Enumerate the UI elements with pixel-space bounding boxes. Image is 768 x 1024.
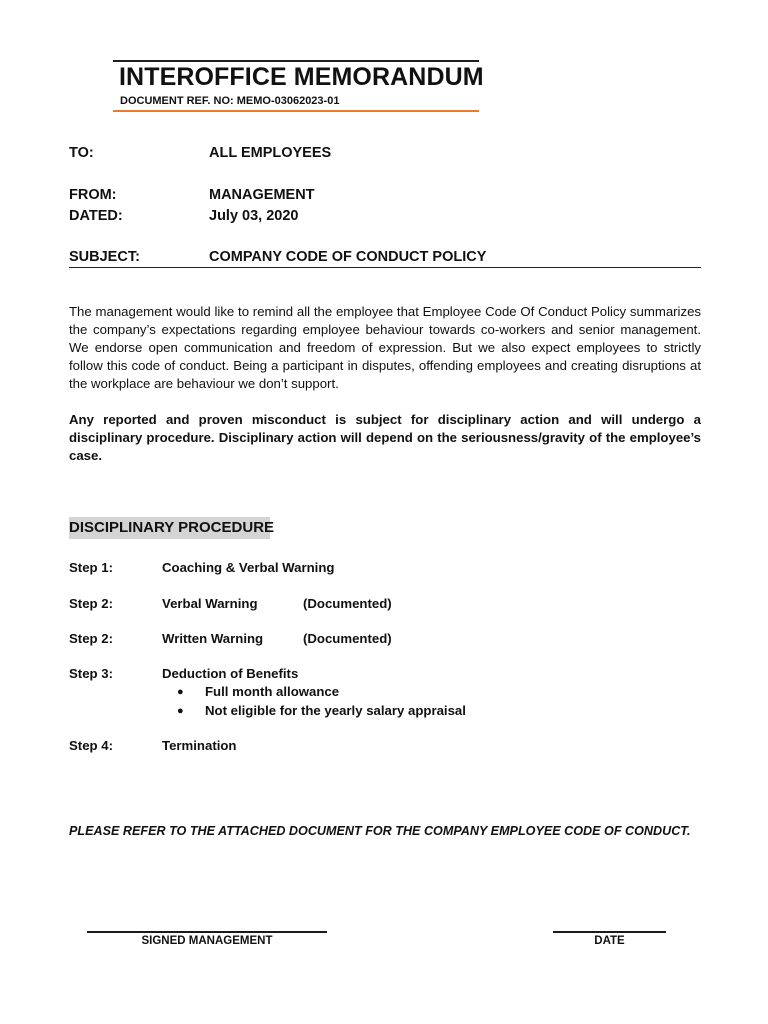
- date-line: [553, 931, 666, 933]
- step-label: Step 2:: [69, 596, 113, 611]
- document-ref: DOCUMENT REF. NO: MEMO-03062023-01: [120, 95, 340, 107]
- subject-rule: [69, 267, 701, 268]
- step-text: Written Warning: [162, 631, 264, 646]
- step-text: Deduction of Benefits: [162, 666, 299, 681]
- step-label: Step 4:: [69, 738, 113, 753]
- bullet-icon: ●: [177, 686, 184, 698]
- bullet-item: Full month allowance: [205, 684, 340, 699]
- dated-label: DATED:: [69, 208, 123, 224]
- step-text: Termination: [162, 738, 237, 753]
- bullet-item: Not eligible for the yearly salary appraisal: [205, 703, 466, 718]
- step-text: Coaching & Verbal Warning: [162, 560, 335, 575]
- step-note: (Documented): [303, 631, 392, 646]
- signature-label: SIGNED MANAGEMENT: [141, 935, 273, 947]
- subject-label: SUBJECT:: [69, 249, 140, 265]
- signature-line: [87, 931, 327, 933]
- body-paragraph-2: Any reported and proven misconduct is subject for disciplinary action and will undergo a disciplinary procedure. Disciplinary action will depend on the seriousness/gravity of the employee’s case.: [69, 412, 701, 463]
- memo-title: INTEROFFICE MEMORANDUM: [119, 63, 484, 91]
- section-heading: DISCIPLINARY PROCEDURE: [69, 517, 270, 539]
- from-label: FROM:: [69, 187, 117, 203]
- to-label: TO:: [69, 145, 94, 161]
- step-label: Step 1:: [69, 560, 113, 575]
- step-label: Step 3:: [69, 666, 113, 681]
- bullet-icon: ●: [177, 705, 184, 717]
- body-paragraph-1: The management would like to remind all the employee that Employee Code Of Conduct Policy summarizes the company’s expectations regarding employee behaviour towards co-workers and senior management. We endorse open communication and freedom of expression. But we also expect employees to strictly follow this code of conduct. Being a participant in disputes, offending employees and creating disruptions at the workplace are behaviour we don’t support.: [69, 304, 701, 391]
- to-value: ALL EMPLOYEES: [209, 145, 332, 161]
- step-text: Verbal Warning: [162, 596, 258, 611]
- step-note: (Documented): [303, 596, 392, 611]
- date-label: DATE: [594, 935, 625, 947]
- dated-value: July 03, 2020: [209, 208, 299, 224]
- subject-value: COMPANY CODE OF CONDUCT POLICY: [209, 249, 487, 265]
- from-value: MANAGEMENT: [209, 187, 315, 203]
- header-top-rule: [113, 60, 479, 62]
- reference-note: PLEASE REFER TO THE ATTACHED DOCUMENT FOR THE COMPANY EMPLOYEE CODE OF CONDUCT.: [69, 824, 691, 838]
- step-label: Step 2:: [69, 631, 113, 646]
- header-accent-rule: [113, 110, 479, 112]
